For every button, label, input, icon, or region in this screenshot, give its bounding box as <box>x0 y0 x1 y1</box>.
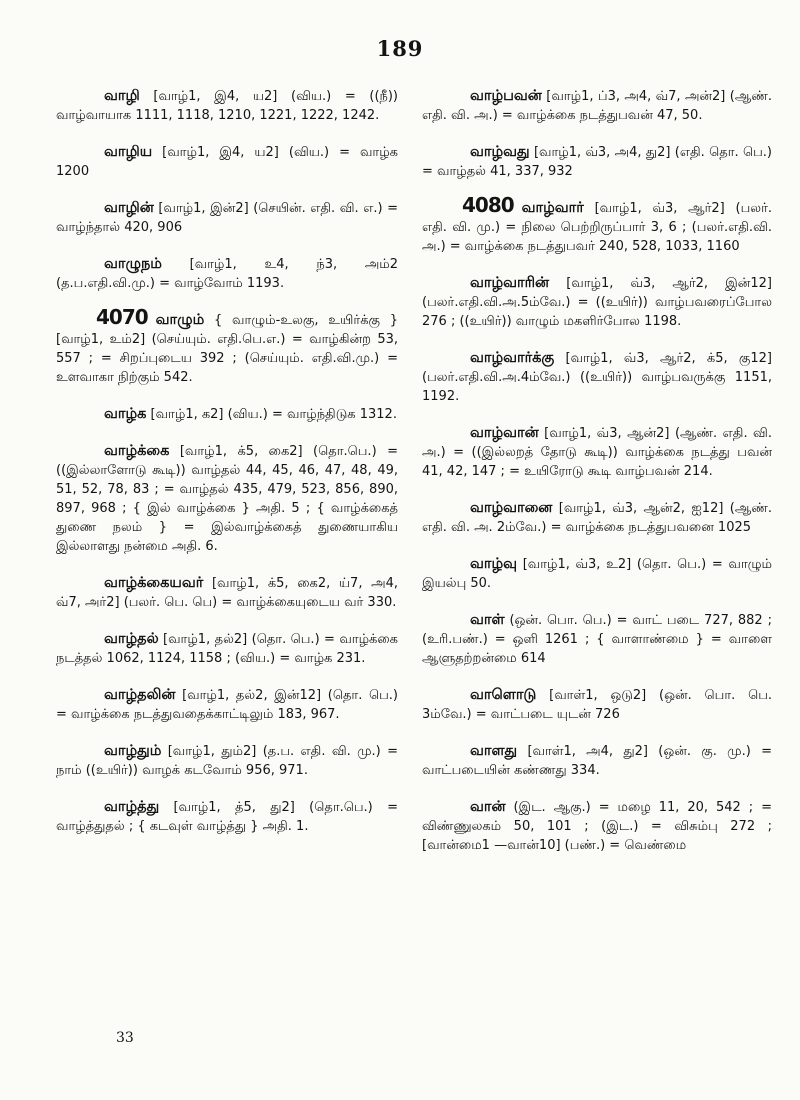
entry-definition: [வாழ்1, உ4, ந்3, அம்2 (த.ப.எதி.வி.மு.) = வாழ்வோம் 1193. <box>56 257 398 291</box>
entry-definition: [வாழ்1, க2] (விய.) = வாழ்ந்திடுக 1312. <box>150 407 397 422</box>
headword: வாழி <box>104 88 140 104</box>
headword: வாழ்த்து <box>104 799 160 815</box>
dictionary-entry <box>56 739 398 780</box>
headword: வாழ்வார் <box>521 200 584 216</box>
page-number: 189 <box>376 36 424 61</box>
dictionary-entry <box>56 571 398 612</box>
dictionary-entry <box>56 627 398 668</box>
dictionary-entry <box>56 439 398 556</box>
dictionary-entry <box>422 346 772 406</box>
entry-number: 4080 <box>462 193 514 217</box>
entry-definition: [வாழ்1, இன்2] (செயின். எதி. வி. எ.) = வாழ்ந்தால் 420, 906 <box>56 201 398 235</box>
headword: வாழ்வது <box>470 144 530 160</box>
headword: வாழ்க <box>104 406 147 422</box>
entry-definition: [வாழ்1, இ4, ய2] (விய.) = ((நீ)) வாழ்வாயாக 1111, 1118, 1210, 1221, 1222, 1242. <box>56 89 398 123</box>
entry-definition: [வாழ்1, தல்2, இன்12] (தொ. பெ.) = வாழ்க்கை நடத்துவதைக்காட்டிலும் 183, 967. <box>56 688 398 722</box>
headword: வாளொடு <box>470 687 537 703</box>
headword: வாழுநம் <box>104 256 162 272</box>
dictionary-entry <box>56 683 398 724</box>
dictionary-entry <box>422 795 772 855</box>
entry-definition: (ஒன். பொ. பெ.) = வாட் படை 727, 882 ; (உரி.பண்.) = ஒளி 1261 ; { வாளாண்மை } = வாளை ஆளுதற்றன்மை 614 <box>422 613 772 666</box>
entry-definition: (இட. ஆகு.) = மழை 11, 20, 542 ; = விண்ணுலகம் 50, 101 ; (இட.) = விசும்பு 272 ; [வான்மை1 —வான்10] (பண்.) = வெண்மை <box>422 800 772 853</box>
dictionary-entry <box>422 84 772 125</box>
dictionary-entry <box>422 421 772 481</box>
entry-definition: [வாழ்1, தும்2] (த.ப. எதி. வி. மு.) = நாம் ((உயிர்)) வாழக் கடவோம் 956, 971. <box>56 744 398 778</box>
dictionary-entry <box>56 84 398 125</box>
headword: வாழ்தும் <box>104 743 162 759</box>
headword: வாழ்வாரின் <box>470 275 550 291</box>
entry-definition: [வாழ்1, க்5, கை2] (தொ.பெ.) = ((இல்லாளோடு கூடி)) வாழ்தல் 44, 45, 46, 47, 48, 49, 51, 52, 78, 83 ; = வாழ்தல் 435, 479, 523, 856, 890, 897, 968 ; { இல் வாழ்க்கை } அதி. 5 ; { வாழ்க்கைத் துணை நலம் } = இல்வாழ்க்கைத் துணையாகிய இல்லாளது நன்மை அதி. 6. <box>56 444 398 554</box>
headword: வான் <box>470 799 506 815</box>
entry-definition: [வாழ்1, வ்3, ஆர்2, இன்12] (பலர்.எதி.வி.அ.5ம்வே.) = ((உயிர்)) வாழ்பவரைப்போல 276 ; ((உயிர்)) வாழும் மகளிர்போல 1198. <box>422 276 772 329</box>
entry-definition: [வாழ்1, வ்3, ஆன்2] (ஆண். எதி. வி. அ.) = ((இல்லறத் தோடு கூடி)) வாழ்க்கை நடத்து பவன் 41, 42, 147 ; = உயிரோடு கூடி வாழ்பவன் 214. <box>422 426 772 479</box>
entry-number: 4070 <box>96 305 148 329</box>
headword: வாழின் <box>104 200 154 216</box>
entry-definition: [வாழ்1, த்5, து2] (தொ.பெ.) = வாழ்த்துதல் ; { கடவுள் வாழ்த்து } அதி. 1. <box>56 800 398 834</box>
headword: வாழ்வானை <box>470 500 553 516</box>
dictionary-entry <box>56 252 398 293</box>
dictionary-entry <box>422 496 772 537</box>
headword: வாழ்க்கை <box>104 443 170 459</box>
headword: வாழ்பவன் <box>470 88 542 104</box>
headword: வாழ்தலின் <box>104 687 176 703</box>
left-column <box>56 84 398 851</box>
dictionary-entry <box>56 196 398 237</box>
signature-mark: 33 <box>116 1030 134 1046</box>
dictionary-entry <box>422 271 772 331</box>
entry-definition: [வாள்1, அ4, து2] (ஒன். கு. மு.) = வாட்படையின் கண்ணது 334. <box>422 744 772 778</box>
dictionary-entry <box>422 739 772 780</box>
entry-definition: [வாழ்1, க்5, கை2, ய்7, அ4, வ்7, அர்2] (பலர். பெ. பெ) = வாழ்க்கையுடைய வர் 330. <box>56 576 398 610</box>
entry-definition: [வாழ்1, வ்3, அ4, து2] (எதி. தொ. பெ.) = வாழ்தல் 41, 337, 932 <box>422 145 773 179</box>
entry-definition: [வாழ்1, தல்2] (தொ. பெ.) = வாழ்க்கை நடத்தல் 1062, 1124, 1158 ; (விய.) = வாழ்க 231. <box>56 632 398 666</box>
entry-definition: [வாழ்1, வ்3, ஆன்2, ஐ12] (ஆண். எதி. வி. அ. 2ம்வே.) = வாழ்க்கை நடத்துபவனை 1025 <box>422 501 772 535</box>
headword: வாள் <box>470 612 505 628</box>
entry-definition: [வாழ்1, வ்3, உ2] (தொ. பெ.) = வாழும் இயல்பு 50. <box>422 557 772 591</box>
headword: வாழ்வார்க்கு <box>470 350 555 366</box>
dictionary-entry <box>422 193 772 256</box>
entry-definition: [வாழ்1, இ4, ய2] (விய.) = வாழ்க 1200 <box>56 145 398 179</box>
right-column <box>422 84 772 870</box>
headword: வாழ்தல் <box>104 631 159 647</box>
headword: வாழிய <box>104 144 153 160</box>
entry-definition: { வாழும்-உலகு, உயிர்க்கு } [வாழ்1, உம்2] (செய்யும். எதி.பெ.எ.) = வாழ்கின்ற 53, 557 ; = சிறப்புடைய 392 ; (செய்யும். எதி.வி.மு.) = உளவாகா நிற்கும் 542. <box>56 313 398 385</box>
dictionary-entry <box>422 140 772 181</box>
headword: வாழும் <box>155 312 205 328</box>
dictionary-entry <box>422 552 772 593</box>
headword: வாழ்க்கையவர் <box>104 575 204 591</box>
dictionary-entry <box>422 608 772 668</box>
dictionary-entry <box>56 305 398 387</box>
headword: வாளது <box>470 743 518 759</box>
dictionary-entry <box>56 140 398 181</box>
entry-definition: [வாள்1, ஒடு2] (ஒன். பொ. பெ. 3ம்வே.) = வாட்படை யுடன் 726 <box>422 688 772 722</box>
dictionary-entry <box>56 402 398 424</box>
entry-definition: [வாழ்1, வ்3, ஆர்2, க்5, கு12] (பலர்.எதி.வி.அ.4ம்வே.) ((உயிர்)) வாழ்பவருக்கு 1151, 1192. <box>422 351 772 404</box>
entry-definition: [வாழ்1, வ்3, ஆர்2] (பலர். எதி. வி. மு.) = நிலை பெற்றிருப்பார் 3, 6 ; (பலர்.எதி.வி. அ.) = வாழ்க்கை நடத்துபவர் 240, 528, 1033, 1160 <box>422 201 772 254</box>
headword: வாழ்வு <box>470 556 517 572</box>
dictionary-entry <box>56 795 398 836</box>
dictionary-entry <box>422 683 772 724</box>
headword: வாழ்வான் <box>470 425 539 441</box>
entry-definition: [வாழ்1, ப்3, அ4, வ்7, அன்2] (ஆண். எதி. வி. அ.) = வாழ்க்கை நடத்துபவன் 47, 50. <box>422 89 772 123</box>
